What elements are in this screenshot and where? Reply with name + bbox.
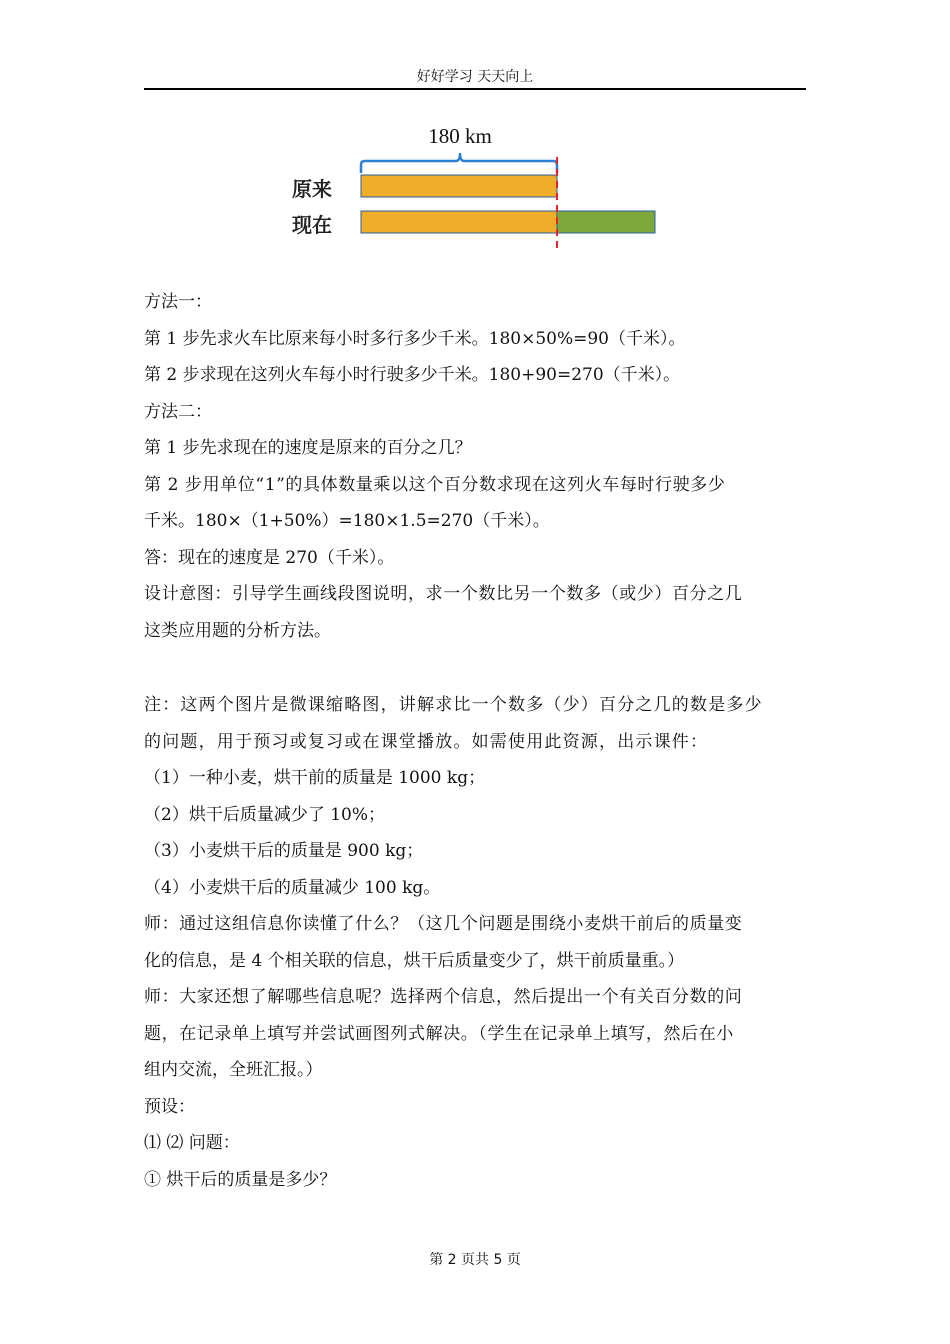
current-speed-base-bar (361, 211, 557, 233)
answer-line: 答：现在的速度是 270（千米）。 (144, 547, 395, 568)
text-line: 题，在记录单上填写并尝试画图列式解决。（学生在记录单上填写，然后在小 (144, 1023, 734, 1044)
text-line: ⑴ ⑵ 问题： (144, 1133, 240, 1153)
header-divider (144, 88, 806, 90)
note-line: 注：这两个图片是微课缩略图，讲解求比一个数多（少）百分之几的数是多少 (144, 695, 763, 715)
text-line: 第 1 步先求现在的速度是原来的百分之几？ (144, 438, 472, 458)
info-item: （4）小麦烘干后的质量减少 100 kg。 (144, 877, 441, 898)
line-segment-diagram (280, 115, 700, 260)
teacher-line: 师：大家还想了解哪些信息呢？选择两个信息，然后提出一个有关百分数的问 (144, 987, 743, 1007)
teacher-line: 师：通过这组信息你读懂了什么？（这几个问题是围绕小麦烘干前后的质量变 (144, 914, 743, 934)
method-one-heading: 方法一： (144, 292, 212, 312)
note-line: 的问题，用于预习或复习或在课堂播放。如需使用此资源，出示课件： (144, 731, 709, 752)
preset-heading: 预设： (144, 1096, 195, 1117)
row-label-original: 原来 (292, 177, 332, 201)
method-two-heading: 方法二： (144, 401, 212, 422)
info-item: （2）烘干后质量减少了 10%； (144, 804, 386, 825)
text-line: 第 1 步先求火车比原来每小时多行多少千米。180×50%=90（千米）。 (144, 328, 686, 349)
text-line: 第 2 步求现在这列火车每小时行驶多少千米。180+90=270（千米）。 (144, 365, 681, 385)
design-intent-line: 这类应用题的分析方法。 (144, 620, 331, 641)
document-body (144, 284, 808, 1198)
page-header: 好好学习 天天向上 (416, 69, 534, 85)
design-intent-line: 设计意图：引导学生画线段图说明，求一个数比另一个数多（或少）百分之几 (144, 584, 743, 604)
distance-label: 180 km (428, 124, 492, 148)
info-item: （1）一种小麦，烘干前的质量是 1000 kg； (144, 768, 486, 788)
current-speed-extra-bar (557, 211, 655, 233)
text-line: ① 烘干后的质量是多少？ (144, 1169, 337, 1190)
text-line: 组内交流，全班汇报。） (144, 1060, 323, 1080)
row-label-now: 现在 (292, 213, 332, 237)
original-speed-bar (361, 175, 557, 197)
text-line: 化的信息，是 4 个相关联的信息，烘干后质量变少了，烘干前质量重。） (144, 950, 685, 971)
text-line: 第 2 步用单位“1”的具体数量乘以这个百分数求现在这列火车每时行驶多少 (144, 474, 726, 495)
paragraph-gap (144, 649, 808, 687)
info-item: （3）小麦烘干后的质量是 900 kg； (144, 841, 424, 861)
distance-brace (361, 153, 557, 173)
text-line: 千米。180×（1+50%）=180×1.5=270（千米）。 (144, 511, 550, 531)
page-footer: 第 2 页共 5 页 (429, 1252, 521, 1268)
